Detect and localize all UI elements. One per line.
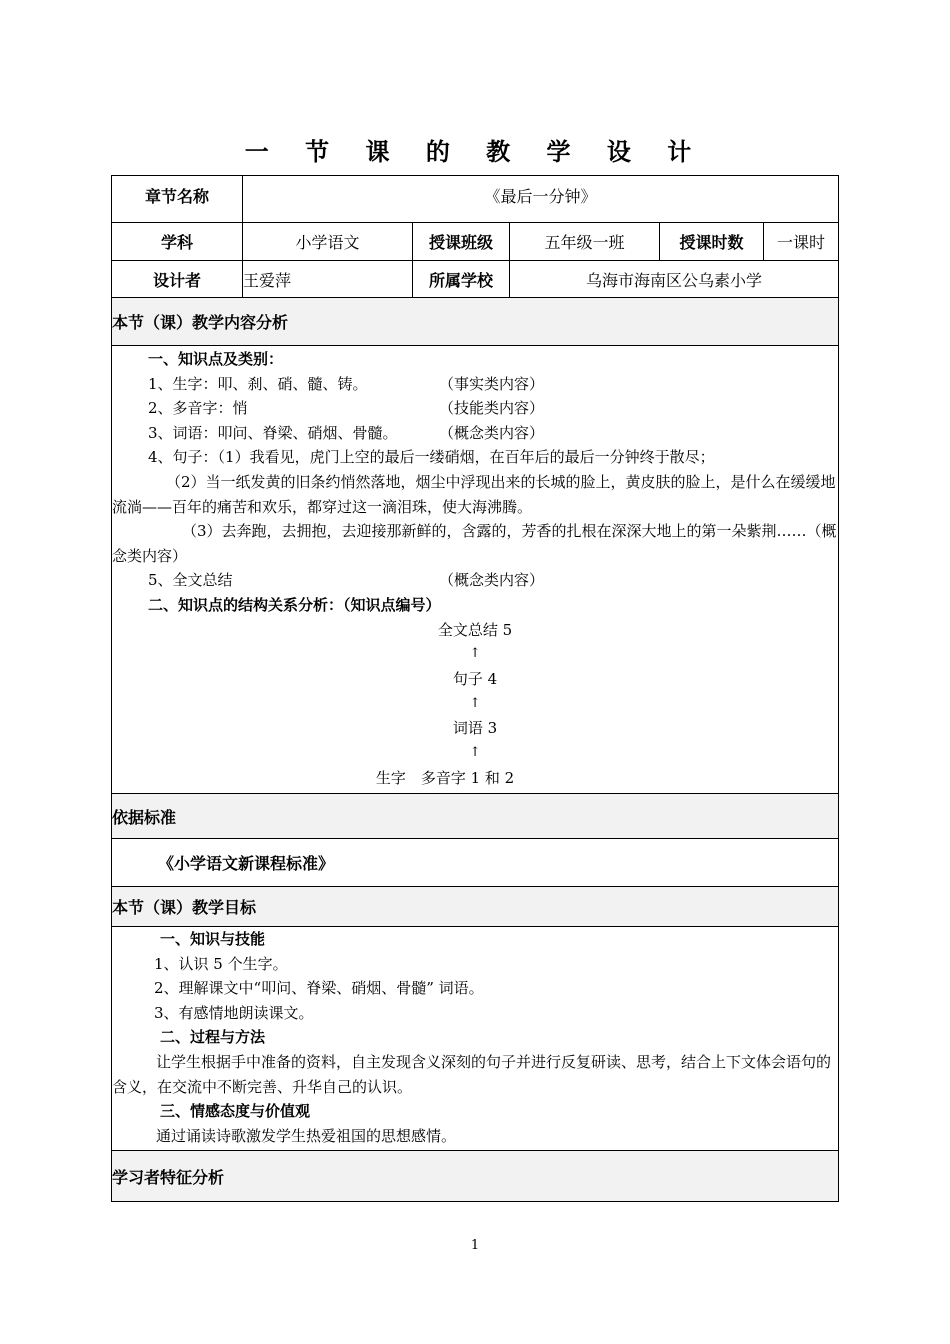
list-item: 1、生字：叩、刹、硝、髓、铸。 （事实类内容） [112,372,838,397]
category-tag: （技能类内容） [439,399,545,418]
category-tag: （事实类内容） [439,374,545,393]
chapter-label: 章节名称 [112,176,243,223]
hours-label: 授课时数 [660,223,764,261]
designer-value: 王爱萍 [243,261,413,298]
class-value: 五年级一班 [510,223,660,261]
diagram-node-summary: 全文总结 5 [437,620,513,639]
diagram-node-words: 词语 3 [452,719,498,738]
content-analysis-body [112,346,839,794]
standard-text: 《小学语文新课程标准》 [112,839,839,887]
emotion-values-title: 三、情感态度与价值观 [160,1102,311,1121]
knowledge-points-title: 一、知识点及类别： [148,350,284,368]
chapter-value: 《最后一分钟》 [243,176,839,223]
process-methods-title: 二、过程与方法 [160,1028,266,1047]
category-tag: （概念类内容） [439,423,545,442]
standard-heading: 依据标准 [112,794,839,839]
up-arrow-icon: ↑ [469,745,481,761]
hours-value: 一课时 [764,223,839,261]
knowledge-skills-title: 一、知识与技能 [160,930,266,948]
up-arrow-icon: ↑ [469,695,481,711]
content-analysis-heading: 本节（课）教学内容分析 [112,298,839,346]
list-item: 2、多音字：悄 （技能类内容） [112,396,838,421]
category-tag: （概念类内容） [439,571,545,590]
sentence-3: （3）去奔跑，去拥抱，去迎接那新鲜的，含露的，芳香的扎根在深深大地上的第一朵紫荆……（概念类内容） [112,522,837,565]
sentence-2: （2）当一纸发黄的旧条约悄然落地，烟尘中浮现出来的长城的脸上，黄皮肤的脸上，是什么在缓缓地流淌——百年的痛苦和欢乐，都穿过这一滴泪珠，使大海沸腾。 [112,472,836,516]
designer-label: 设计者 [112,261,243,298]
emotion-values-text: 通过诵读诗歌激发学生热爱祖国的思想感情。 [156,1126,457,1145]
up-arrow-icon: ↑ [469,646,481,662]
learner-analysis-heading: 学习者特征分析 [112,1151,839,1202]
diagram-node-characters: 生字 多音字 1 和 2 [375,768,515,787]
process-methods-text: 让学生根据手中准备的资料，自主发现含义深刻的句子并进行反复研读、思考，结合上下文体会语句的含义，在交流中不断完善、升华自己的认识。 [112,1052,832,1096]
list-item: 2、理解课文中“叩问、脊梁、硝烟、骨髓” 词语。 [154,979,484,998]
class-label: 授课班级 [413,223,510,261]
list-item: 1、认识 5 个生字。 [154,954,288,973]
structure-analysis-title: 二、知识点的结构关系分析：（知识点编号） [148,595,441,614]
lesson-design-table [111,175,839,1202]
subject-value: 小学语文 [243,223,413,261]
school-value: 乌海市海南区公乌素小学 [510,261,839,298]
list-item: 3、有感情地朗读课文。 [154,1003,314,1022]
page-title: 一 节 课 的 教 学 设 计 [244,138,706,166]
objectives-body [112,927,839,1151]
page-number: 1 [470,1238,480,1253]
school-label: 所属学校 [413,261,510,298]
sentence-1: 4、句子：（1）我看见，虎门上空的最后一缕硝烟，在百年后的最后一分钟终于散尽； [148,448,715,467]
list-item: 3、词语：叩问、脊梁、硝烟、骨髓。 （概念类内容） [112,421,838,446]
objectives-heading: 本节（课）教学目标 [112,887,839,927]
diagram-node-sentences: 句子 4 [452,669,498,688]
list-item: 5、全文总结 （概念类内容） [112,568,838,593]
knowledge-structure-diagram [112,618,838,791]
subject-label: 学科 [112,223,243,261]
